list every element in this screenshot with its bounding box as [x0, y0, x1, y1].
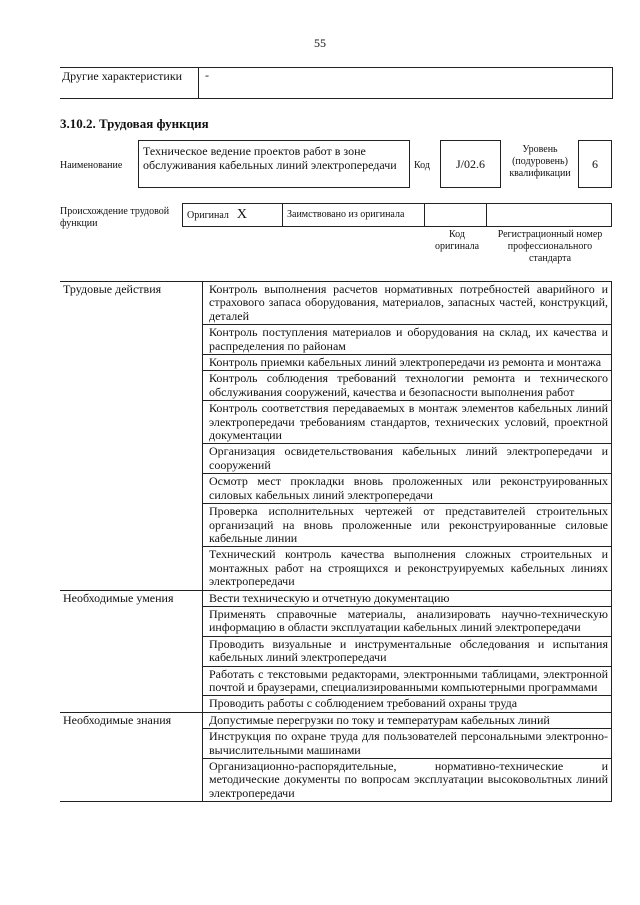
original-label: Оригинал — [187, 210, 229, 221]
other-characteristics-label: Другие характеристики — [60, 68, 199, 98]
section-title: 3.10.2. Трудовая функция — [60, 116, 209, 131]
section-item: Работать с текстовыми редакторами, электронными таблицами, электронной почтой и браузерами, специализированными компьютерными программами — [203, 666, 612, 696]
borrowed-cell: Заимствовано из оригинала — [282, 203, 424, 227]
code-original-cell — [424, 203, 486, 227]
origin-label: Происхождение трудовой функции — [60, 206, 170, 229]
section-item: Технический контроль качества выполнения сложных строительных и монтажных работ на строящихся и реконструируемых кабельных линиях электропередачи — [203, 547, 612, 590]
section-item: Контроль поступления материалов и оборудования на склад, их качества и распределения по районам — [203, 325, 612, 355]
section-item: Организационно-распорядительные, нормативно-технические и методические документы по вопросам эксплуатации высоковольтных линий электропередачи — [203, 759, 612, 802]
section-item: Контроль соблюдения требований технологии ремонта и технического обслуживания сооружений, качества и безопасности выполнения работ — [203, 371, 612, 401]
section-item: Проводить визуальные и инструментальные обследования и испытания кабельных линий электропередачи — [203, 636, 612, 666]
section-item: Контроль выполнения расчетов нормативных потребностей аварийного и страхового запаса оборудования, материалов, запасных частей, конструкций, деталей — [203, 282, 612, 325]
naming-label: Наименование — [60, 160, 123, 171]
original-cell — [182, 203, 282, 227]
qualification-level-value: 6 — [578, 140, 612, 188]
qualification-level-label: Уровень (подуровень) квалификации — [509, 144, 571, 179]
function-name-value: Техническое ведение проектов работ в зоне обслуживания кабельных линий электропередачи — [138, 140, 410, 188]
section-item: Инструкция по охране труда для пользователей персональными электронно-вычислительными машинами — [203, 729, 612, 759]
section-item: Вести техническую и отчетную документацию — [203, 590, 612, 606]
section-item: Организация освидетельствования кабельных линий электропередачи и сооружений — [203, 444, 612, 474]
section-item: Допустимые перегрузки по току и температурам кабельных линий — [203, 712, 612, 728]
section-item: Проверка исполнительных чертежей от представителей строительных организаций на вновь проложенные или реконструированные силовые кабельные линии — [203, 504, 612, 547]
registration-number-label: Регистрационный номер профессионального стандарта — [497, 229, 603, 264]
section-item: Осмотр мест прокладки вновь проложенных или реконструированных силовых кабельных линий электропередачи — [203, 474, 612, 504]
labor-function-table — [60, 281, 612, 802]
reg-number-cell — [486, 203, 612, 227]
section-item: Проводить работы с соблюдением требований охраны труда — [203, 696, 612, 712]
table-row — [60, 590, 612, 606]
section-item: Применять справочные материалы, анализировать научно-техническую информацию в области эксплуатации кабельных линий электропередачи — [203, 606, 612, 636]
page-number: 55 — [314, 36, 326, 50]
section-label: Трудовые действия — [60, 282, 203, 591]
table-row — [60, 712, 612, 728]
code-original-label: Код оригинала — [434, 229, 480, 252]
other-characteristics-value: - — [205, 68, 209, 82]
original-mark: X — [236, 207, 248, 222]
section-label: Необходимые знания — [60, 712, 203, 801]
origin-row — [182, 203, 612, 227]
section-item: Контроль соответствия передаваемых в монтаж элементов кабельных линий электропередачи требованиям стандартов, технических условий, проектной документации — [203, 401, 612, 444]
code-label: Код — [414, 160, 430, 171]
table-row — [60, 282, 612, 325]
other-characteristics-row — [60, 67, 613, 99]
section-label: Необходимые умения — [60, 590, 203, 712]
section-item: Контроль приемки кабельных линий электропередачи из ремонта и монтажа — [203, 355, 612, 371]
code-value: J/02.6 — [440, 140, 501, 188]
